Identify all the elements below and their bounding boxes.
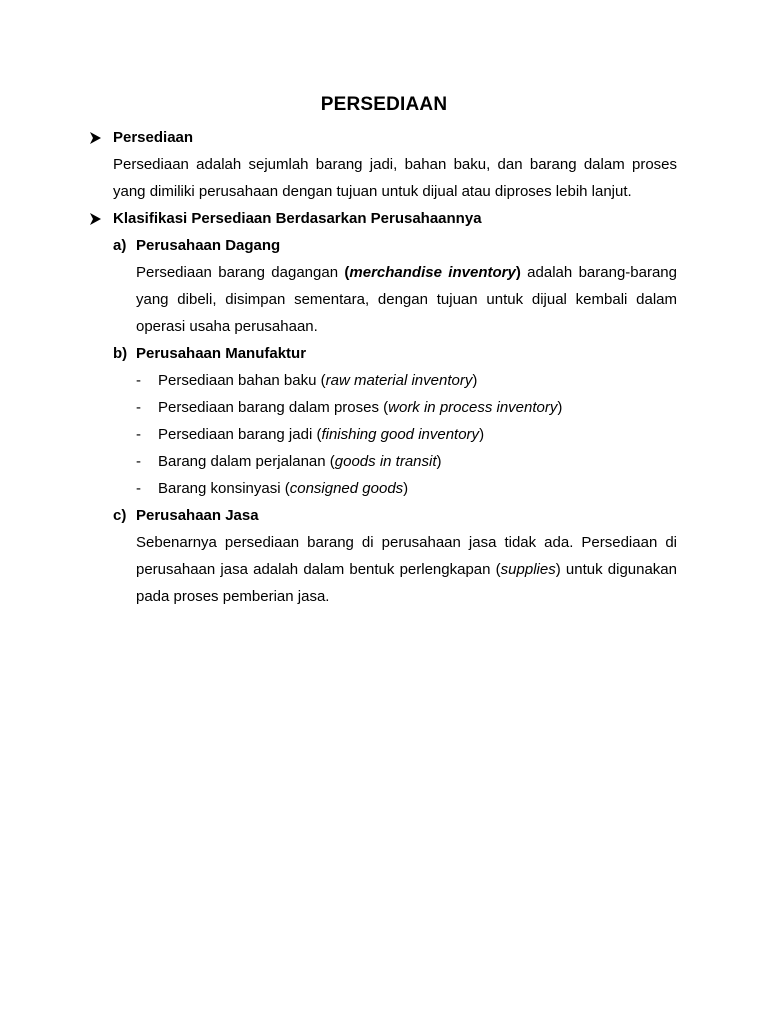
paren-open: ( bbox=[344, 264, 350, 281]
list-marker: b) bbox=[113, 345, 128, 362]
item-text: Barang konsinyasi ( bbox=[158, 480, 290, 497]
list-item-text bbox=[158, 367, 477, 394]
list-item bbox=[0, 421, 768, 448]
item-text: Persediaan bahan baku ( bbox=[158, 372, 326, 389]
dash-marker: - bbox=[136, 399, 141, 416]
item-term: consigned goods bbox=[289, 480, 404, 497]
item-term: goods in transit bbox=[334, 453, 437, 470]
list-item bbox=[0, 448, 768, 475]
subsection-heading: Perusahaan Dagang bbox=[136, 237, 281, 254]
list-item-text bbox=[158, 421, 484, 448]
list-marker: a) bbox=[113, 237, 127, 254]
item-term: finishing good inventory bbox=[321, 426, 480, 443]
list-item-text bbox=[158, 475, 408, 502]
item-close: ) bbox=[403, 480, 409, 497]
list-item bbox=[0, 367, 768, 394]
dash-marker: - bbox=[136, 453, 141, 470]
subsection-a-paragraph bbox=[136, 259, 677, 340]
subsection-heading: Perusahaan Jasa bbox=[136, 507, 259, 524]
item-close: ) bbox=[479, 426, 485, 443]
item-close: ) bbox=[557, 399, 563, 416]
arrowhead-bullet-icon bbox=[88, 212, 102, 226]
paren-close: ) bbox=[515, 264, 521, 281]
subsection-c-paragraph bbox=[136, 529, 677, 610]
paragraph-text: Sebenarnya persediaan barang di perusahaan jasa tidak ada. Persediaan di perusahaan jasa adalah dalam bentuk perlengkapan ( bbox=[136, 534, 677, 578]
list-item-text bbox=[158, 394, 562, 421]
item-text: Persediaan barang dalam proses ( bbox=[158, 399, 389, 416]
list-item-text bbox=[158, 448, 442, 475]
list-item bbox=[0, 475, 768, 502]
subsection-heading: Perusahaan Manufaktur bbox=[136, 345, 307, 362]
item-close: ) bbox=[436, 453, 442, 470]
subsection-b-heading-row bbox=[0, 340, 768, 367]
paragraph-text: Persediaan barang dagangan bbox=[136, 264, 345, 281]
subsection-c-heading-row bbox=[0, 502, 768, 529]
dash-marker: - bbox=[136, 372, 141, 389]
item-text: Barang dalam perjalanan ( bbox=[158, 453, 335, 470]
page-title: PERSEDIAAN bbox=[320, 94, 448, 115]
item-term: work in process inventory bbox=[388, 399, 558, 416]
document-body bbox=[0, 124, 768, 610]
paragraph-text: Persediaan adalah sejumlah barang jadi, bahan baku, dan barang dalam proses yang dimiliki perusahaan dengan tujuan untuk dijual atau diproses lebih lanjut. bbox=[113, 156, 677, 200]
paragraph-text: ) untuk digunakan pada proses pemberian jasa. bbox=[136, 561, 677, 605]
item-close: ) bbox=[472, 372, 478, 389]
dash-marker: - bbox=[136, 426, 141, 443]
section-heading: Klasifikasi Persediaan Berdasarkan Perusahaannya bbox=[113, 210, 482, 227]
emphasized-term: merchandise inventory bbox=[349, 264, 516, 281]
section-persediaan-paragraph bbox=[113, 151, 677, 205]
arrowhead-bullet-icon bbox=[88, 131, 102, 145]
dash-marker: - bbox=[136, 480, 141, 497]
emphasized-term: supplies bbox=[500, 561, 556, 578]
subsection-a-heading-row bbox=[0, 232, 768, 259]
list-item bbox=[0, 394, 768, 421]
section-persediaan-heading-row bbox=[0, 124, 768, 151]
list-marker: c) bbox=[113, 507, 127, 524]
section-klasifikasi-heading-row bbox=[0, 205, 768, 232]
item-text: Persediaan barang jadi ( bbox=[158, 426, 322, 443]
section-heading: Persediaan bbox=[113, 129, 194, 146]
item-term: raw material inventory bbox=[325, 372, 473, 389]
paragraph-text: adalah barang-barang yang dibeli, disimpan sementara, dengan tujuan untuk dijual kembali dalam operasi usaha perusahaan. bbox=[136, 264, 677, 335]
